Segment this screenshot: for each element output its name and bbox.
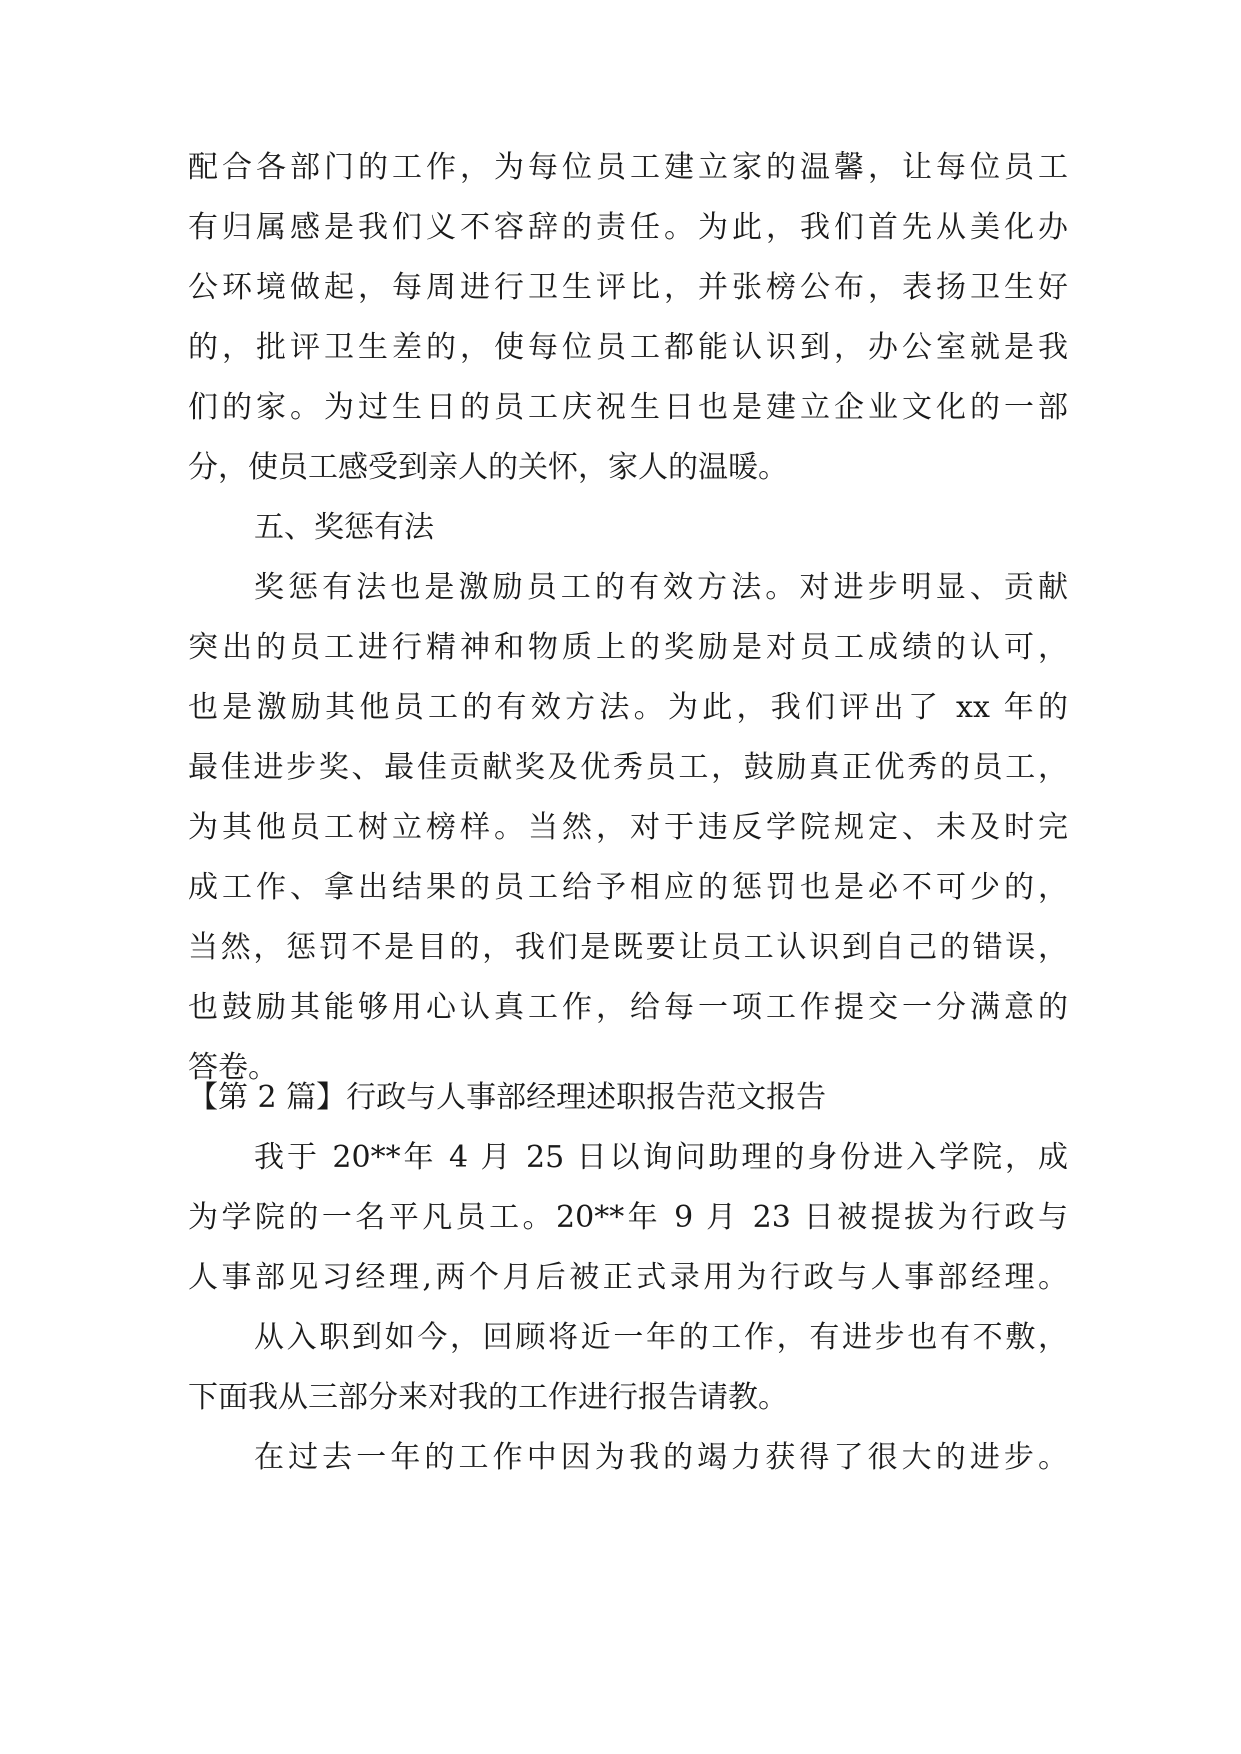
text-line: 公环境做起，每周进行卫生评比，并张榜公布，表扬卫生好 <box>188 270 1068 305</box>
text-line: 为其他员工树立榜样。当然，对于违反学院规定、未及时完 <box>188 810 1068 845</box>
text-line: 我于 20**年 4 月 25 日以询问助理的身份进入学院，成 <box>254 1140 1068 1175</box>
text-line: 从入职到如今，回顾将近一年的工作，有进步也有不敷， <box>254 1320 1068 1355</box>
text-line: 在过去一年的工作中因为我的竭力获得了很大的进步。 <box>254 1440 1068 1475</box>
text-line: 有归属感是我们义不容辞的责任。为此，我们首先从美化办 <box>188 210 1068 245</box>
text-line: 也鼓励其能够用心认真工作，给每一项工作提交一分满意的 <box>188 990 1068 1025</box>
text-line: 也是激励其他员工的有效方法。为此，我们评出了 xx 年的 <box>188 690 1068 725</box>
section-heading: 五、奖惩有法 <box>254 510 434 545</box>
text-line: 奖惩有法也是激励员工的有效方法。对进步明显、贡献 <box>254 570 1068 605</box>
text-line: 最佳进步奖、最佳贡献奖及优秀员工，鼓励真正优秀的员工， <box>188 750 1068 785</box>
paragraph-review <box>188 1308 1068 1428</box>
text-line: 分，使员工感受到亲人的关怀，家人的温暖。 <box>188 450 788 485</box>
article-title: 【第 2 篇】行政与人事部经理述职报告范文报告 <box>188 1080 827 1115</box>
article-title-block <box>188 1068 1068 1128</box>
text-line: 下面我从三部分来对我的工作进行报告请教。 <box>188 1380 788 1415</box>
text-line: 突出的员工进行精神和物质上的奖励是对员工成绩的认可， <box>188 630 1068 665</box>
text-line: 当然，惩罚不是目的，我们是既要让员工认识到自己的错误， <box>188 930 1068 965</box>
text-line: 配合各部门的工作，为每位员工建立家的温馨，让每位员工 <box>188 150 1068 185</box>
paragraph-rewards-penalties <box>188 558 1068 1098</box>
paragraph-progress <box>188 1428 1068 1488</box>
section-heading-five <box>188 498 1068 558</box>
paragraph-intro <box>188 1128 1068 1308</box>
text-line: 为学院的一名平凡员工。20**年 9 月 23 日被提拔为行政与 <box>188 1200 1068 1235</box>
text-line: 们的家。为过生日的员工庆祝生日也是建立企业文化的一部 <box>188 390 1068 425</box>
text-line: 成工作、拿出结果的员工给予相应的惩罚也是必不可少的， <box>188 870 1068 905</box>
text-line: 人事部见习经理,两个月后被正式录用为行政与人事部经理。 <box>188 1260 1068 1295</box>
text-line: 的，批评卫生差的，使每位员工都能认识到，办公室就是我 <box>188 330 1068 365</box>
paragraph-employee-care <box>188 138 1068 498</box>
text-line: 答卷。 <box>188 1050 278 1085</box>
